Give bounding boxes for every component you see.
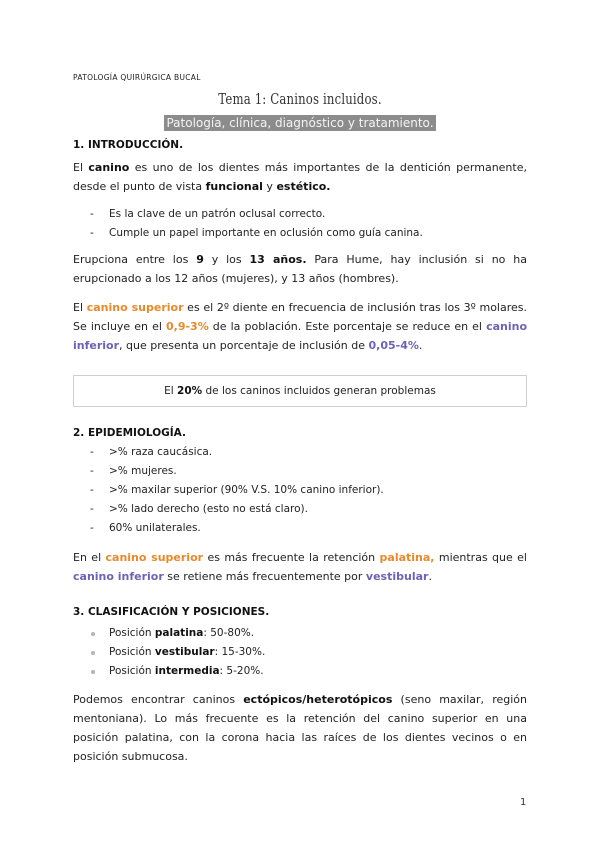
emphasis: funcional — [205, 180, 263, 193]
list-item-text: >% mujeres. — [109, 465, 177, 477]
text: : 50-80%. — [203, 627, 255, 639]
dash-marker: - — [90, 503, 94, 515]
emphasis: palatina — [154, 627, 204, 639]
bullet-dot — [91, 632, 95, 636]
running-header: PATOLOGÍA QUIRÚRGICA BUCAL — [73, 73, 201, 82]
text: de la población. Este porcentaje se reduce en el — [208, 320, 487, 333]
dash-marker: - — [90, 465, 94, 477]
dash-marker: - — [90, 522, 94, 534]
text: Posición — [109, 627, 155, 639]
text: es más frecuente la retención — [203, 551, 380, 564]
highlight-orange: 0,9-3% — [165, 320, 209, 333]
introduccion-list — [90, 205, 423, 243]
text: de los caninos incluidos generan problemas — [202, 385, 436, 397]
text: Podemos encontrar caninos — [73, 693, 244, 706]
list-item — [90, 224, 423, 243]
paragraph-canino-intro — [73, 158, 527, 196]
list-item — [90, 443, 384, 462]
callout-box — [73, 375, 527, 407]
highlight-orange: canino superior — [105, 551, 204, 564]
highlight-violet: canino inferior — [73, 570, 164, 583]
text: . — [418, 339, 423, 352]
text: Posición — [109, 646, 155, 658]
subtitle-wrap — [0, 112, 600, 131]
dash-marker: - — [90, 484, 94, 496]
bullet-dot — [91, 651, 95, 655]
emphasis: 20% — [177, 385, 203, 397]
text: es el 2º diente en frecuencia de inclusión tras los 3º molares. Se incluye en el — [73, 301, 528, 333]
list-item — [90, 624, 265, 643]
paragraph-frecuencia — [73, 298, 527, 355]
text: : 5-20%. — [219, 665, 264, 677]
section-heading-epidemiologia: 2. EPIDEMIOLOGÍA. — [73, 427, 186, 439]
list-item — [90, 662, 265, 681]
emphasis: estético. — [276, 180, 331, 193]
dash-marker: - — [90, 208, 94, 220]
text: (seno maxilar, región mentoniana). Lo más frecuente es la retención del canino superior en una posición palatina, con la corona hacia las raíces de los dientes vecinos o en posición submucosa. — [73, 693, 527, 763]
text: El — [73, 301, 87, 314]
dash-marker: - — [90, 446, 94, 458]
emphasis: ectópicos/heterotópicos — [243, 693, 393, 706]
list-item-text: >% raza caucásica. — [109, 446, 213, 458]
text: El — [73, 161, 89, 174]
list-item-text: >% lado derecho (esto no está claro). — [109, 503, 308, 515]
emphasis: 13 años. — [249, 253, 307, 266]
list-item — [90, 205, 423, 224]
paragraph-ectopicos — [73, 690, 527, 766]
highlight-orange: canino superior — [86, 301, 184, 314]
emphasis: vestibular — [154, 646, 215, 658]
text: Para Hume, hay inclusión si no ha erupcionado a los 12 años (mujeres), y 13 años (hombres). — [73, 253, 527, 285]
text: : 15-30%. — [214, 646, 266, 658]
bullet-dot — [91, 670, 95, 674]
text: Posición — [109, 665, 155, 677]
emphasis: canino — [88, 161, 130, 174]
document-title: Tema 1: Caninos incluidos. — [218, 90, 382, 108]
text: , que presenta un porcentaje de inclusión de — [119, 339, 369, 352]
list-item-text: Cumple un papel importante en oclusión como guía canina. — [109, 227, 423, 239]
text: El — [164, 385, 178, 397]
list-item — [90, 519, 384, 538]
emphasis: 9 — [196, 253, 204, 266]
highlight-violet: vestibular — [365, 570, 429, 583]
section-heading-clasificacion: 3. CLASIFICACIÓN Y POSICIONES. — [73, 606, 270, 618]
text: . — [428, 570, 432, 583]
text: Erupciona entre los — [73, 253, 197, 266]
clasificacion-list — [90, 624, 265, 681]
page-number: 1 — [520, 797, 527, 808]
text: se retiene más frecuentemente por — [163, 570, 366, 583]
list-item — [90, 500, 384, 519]
list-item-text: 60% unilaterales. — [109, 522, 201, 534]
text: y — [262, 180, 277, 193]
highlight-orange: palatina, — [379, 551, 435, 564]
epidemiologia-list — [90, 443, 384, 538]
text: y los — [203, 253, 250, 266]
list-item — [90, 643, 265, 662]
list-item-text: >% maxilar superior (90% V.S. 10% canino inferior). — [109, 484, 384, 496]
dash-marker: - — [90, 227, 94, 239]
list-item — [90, 462, 384, 481]
list-item-text: Es la clave de un patrón oclusal correcto. — [109, 208, 326, 220]
document-subtitle: Patología, clínica, diagnóstico y tratamiento. — [166, 116, 434, 130]
paragraph-erupcion — [73, 250, 527, 288]
highlight-violet: 0,05-4% — [368, 339, 419, 352]
paragraph-retencion — [73, 548, 527, 586]
text: es uno de los dientes más importantes de la dentición permanente, desde el punto de vista — [73, 161, 527, 193]
highlight-violet: canino inferior — [73, 320, 527, 352]
emphasis: intermedia — [154, 665, 220, 677]
list-item — [90, 481, 384, 500]
section-heading-introduccion: 1. INTRODUCCIÓN. — [73, 139, 184, 151]
text: En el — [73, 551, 106, 564]
text: mientras que el — [434, 551, 527, 564]
